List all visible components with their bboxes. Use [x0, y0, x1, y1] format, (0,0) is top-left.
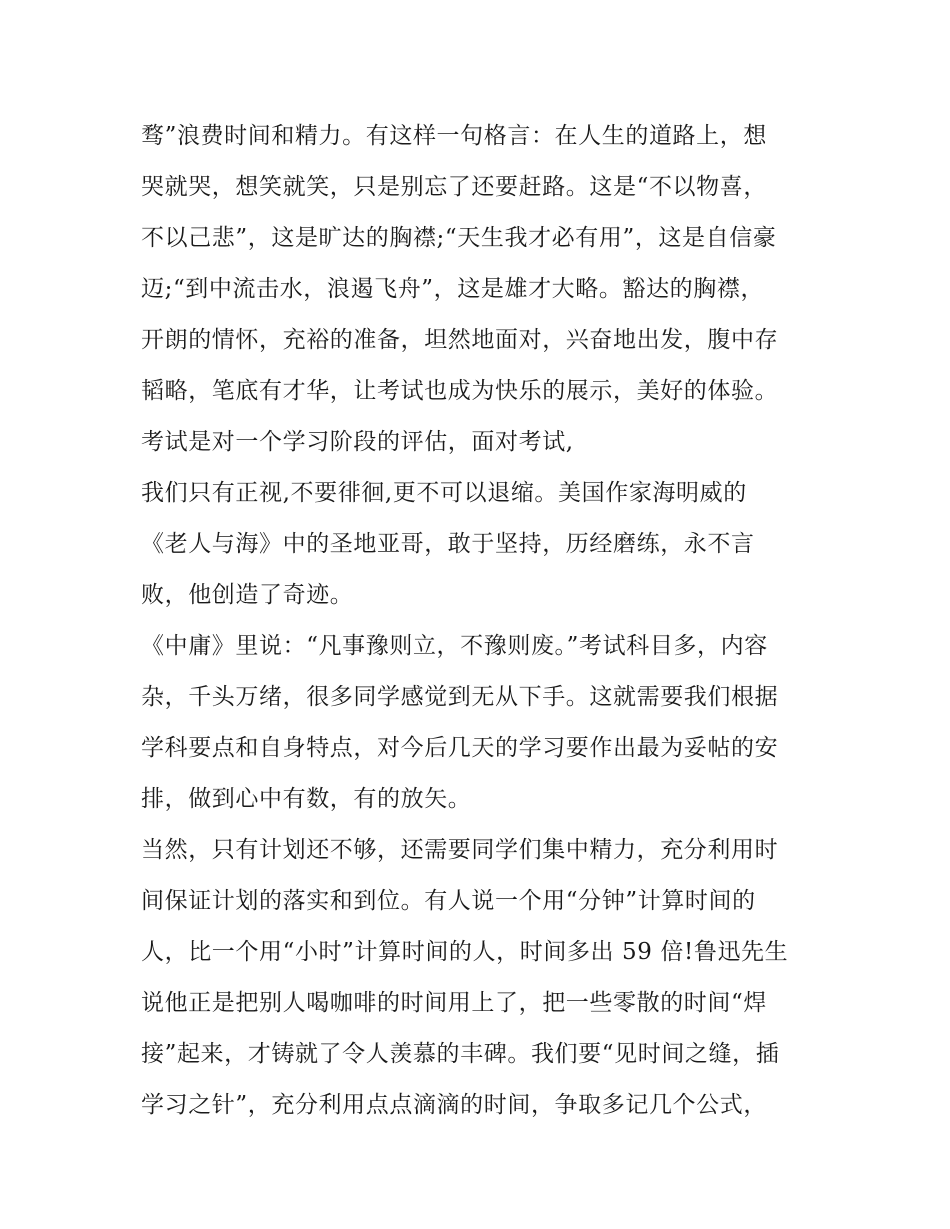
text-line: 考试是对一个学习阶段的评估，面对考试,: [141, 429, 574, 455]
text-line: 学习之针”，充分利用点点滴滴的时间，争取多记几个公式，: [141, 1092, 767, 1118]
text-line: 说他正是把别人喝咖啡的时间用上了，把一些零散的时间“焊: [141, 990, 767, 1016]
text-line: 当然，只有计划还不够，还需要同学们集中精力，充分利用时: [141, 837, 779, 863]
text-line: 接”起来，才铸就了令人羡慕的丰碑。我们要“见时间之缝，插: [141, 1041, 780, 1067]
text-line: 排，做到心中有数，有的放矢。: [141, 786, 472, 812]
text-line: 《老人与海》中的圣地亚哥，敢于坚持，历经磨练，永不言: [141, 531, 755, 557]
body-text: [141, 111, 831, 1131]
text-line: 骛”浪费时间和精力。有这样一句格言：在人生的道路上，想: [141, 123, 767, 149]
text-line: 学科要点和自身特点，对今后几天的学习要作出最为妥帖的安: [141, 735, 779, 761]
text-line: 不以己悲”，这是旷达的胸襟;“天生我才必有用”，这是自信豪: [141, 225, 777, 251]
text-line: 杂，千头万绪，很多同学感觉到无从下手。这就需要我们根据: [141, 684, 779, 710]
text-line: 我们只有正视,不要徘徊,更不可以退缩。美国作家海明威的: [141, 480, 747, 506]
text-line: 人，比一个用“小时”计算时间的人，时间多出 59 倍!鲁迅先生: [141, 939, 789, 965]
text-line: 《中庸》里说：“凡事豫则立，不豫则废。”考试科目多，内容: [141, 633, 768, 659]
text-line: 开朗的情怀，充裕的准备，坦然地面对，兴奋地出发，腹中存: [141, 327, 779, 353]
text-line: 间保证计划的落实和到位。有人说一个用“分钟”计算时间的: [141, 888, 756, 914]
text-line: 败，他创造了奇迹。: [141, 582, 354, 608]
text-line: 哭就哭，想笑就笑，只是别忘了还要赶路。这是“不以物喜，: [141, 174, 767, 200]
text-line: 迈;“到中流击水，浪遏飞舟”，这是雄才大略。豁达的胸襟，: [141, 276, 765, 302]
text-line: 韬略，笔底有才华，让考试也成为快乐的展示，美好的体验。: [141, 378, 779, 404]
